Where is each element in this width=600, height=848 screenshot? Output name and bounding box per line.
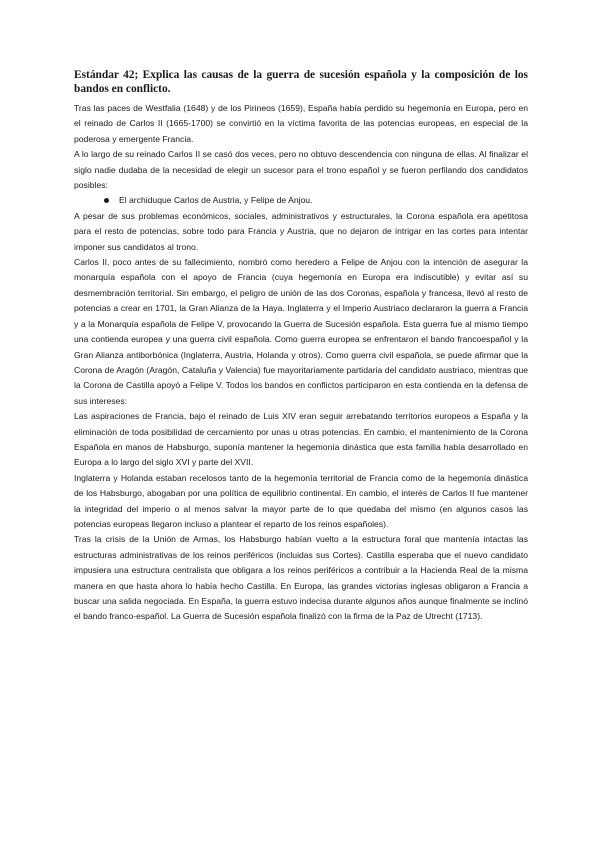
paragraph-england-holland: Inglaterra y Holanda estaban recelosos tanto de la hegemonía territorial de Francia como de la hegemonía dinástica de los Habsburgo, abogaban por una política de equilibrio continental. En cambio, el interés de Carlos II fue mantener la integridad del imperio o al menos salvar la mayor parte de lo que quedaba del mismo (en algunos casos las potencias europeas llegaron incluso a plantear el reparto de los reinos españoles). <box>74 472 528 529</box>
paragraph-habsburg: Tras la crisis de la Unión de Armas, los Habsburgo habían vuelto a la estructura foral que mantenía intactas las estructuras administrativas de los reinos periféricos (incluidas sus Cortes). Castilla esperaba que el nuevo candidato impusiera una estructura centralista que obligara a los reinos periféricos a contribuir a la Hacienda Real de la misma manera en que hasta ahora lo había hecho Castilla. En Europa, las grandes victorias inglesas obligaron a Francia a buscar una salida negociada. En España, la guerra estuvo indecisa durante algunos años aunque finalmente se inclinó el bando franco-español. La Guerra de Sucesión española finalizó con la firma de la Paz de Utrecht (1713). <box>74 534 528 622</box>
paragraph-war: Carlos II, poco antes de su fallecimiento, nombró como heredero a Felipe de Anjou con la intención de asegurar la monarquía española con el apoyo de Francia (cuya hegemonía en Europa era indiscutible) y evitar así su desmembración territorial. Sin embargo, el peligro de unión de las dos Coronas, española y francesa, llevó al resto de potencias a crear en 1701, la Gran Alianza de la Haya. Inglaterra y el Imperio Austriaco declararon la guerra a Francia y a la Monarquía española de Felipe V, provocando la Guerra de Sucesión española. Esta guerra fue al mismo tiempo una contienda europea y una guerra civil española. Como guerra europea se enfrentaron el bando francoespañol y la Gran Alianza antiborbónica (Inglaterra, Austria, Holanda y otros). Como guerra civil española, se puede afirmar que la Corona de Aragón (Aragón, Cataluña y Valencia) fue mayoritariamente partidaria del candidato austriaco, mientras que la Corona de Castilla apoyó a Felipe V. Todos los bandos en conflictos participaron en esta contienda en la defensa de sus intereses: <box>74 257 528 406</box>
candidates-list <box>74 193 528 208</box>
list-item: El archiduque Carlos de Austria, y Felipe de Anjou. <box>104 193 528 208</box>
paragraph-succession: A lo largo de su reinado Carlos II se casó dos veces, pero no obtuvo descendencia con ninguna de ellas. Al finalizar el siglo nadie dudaba de la necesidad de elegir un sucesor para el trono español y se fueron perfilando dos candidatos posibles: <box>74 149 528 191</box>
document-title: Estándar 42; Explica las causas de la guerra de sucesión española y la composición de los bandos en conflicto. <box>74 69 528 95</box>
document-page <box>74 68 528 625</box>
paragraph-intro: Tras las paces de Westfalia (1648) y de los Pirineos (1659), España había perdido su hegemonía en Europa, pero en el reinado de Carlos II (1665-1700) se convirtió en la víctima favorita de las potencias europeas, en especial de la poderosa y emergente Francia. <box>74 103 528 144</box>
paragraph-crown: A pesar de sus problemas económicos, sociales, administrativos y estructurales, la Corona española era apetitosa para el resto de potencias, sobre todo para Francia y Austria, que no dejaron de intrigar en las cortes para intentar imponer sus candidatos al trono. <box>74 210 528 252</box>
paragraph-france: Las aspiraciones de Francia, bajo el reinado de Luis XIV eran seguir arrebatando territorios europeos a España y la eliminación de toda posibilidad de cercamiento por unas u otras potencias. En cambio, el mantenimiento de la Corona Española en manos de Habsburgo, suponía mantener la hegemonía dinástica que esta familia había desarrollado en Europa a lo largo del siglo XVI y parte del XVII. <box>74 411 528 468</box>
